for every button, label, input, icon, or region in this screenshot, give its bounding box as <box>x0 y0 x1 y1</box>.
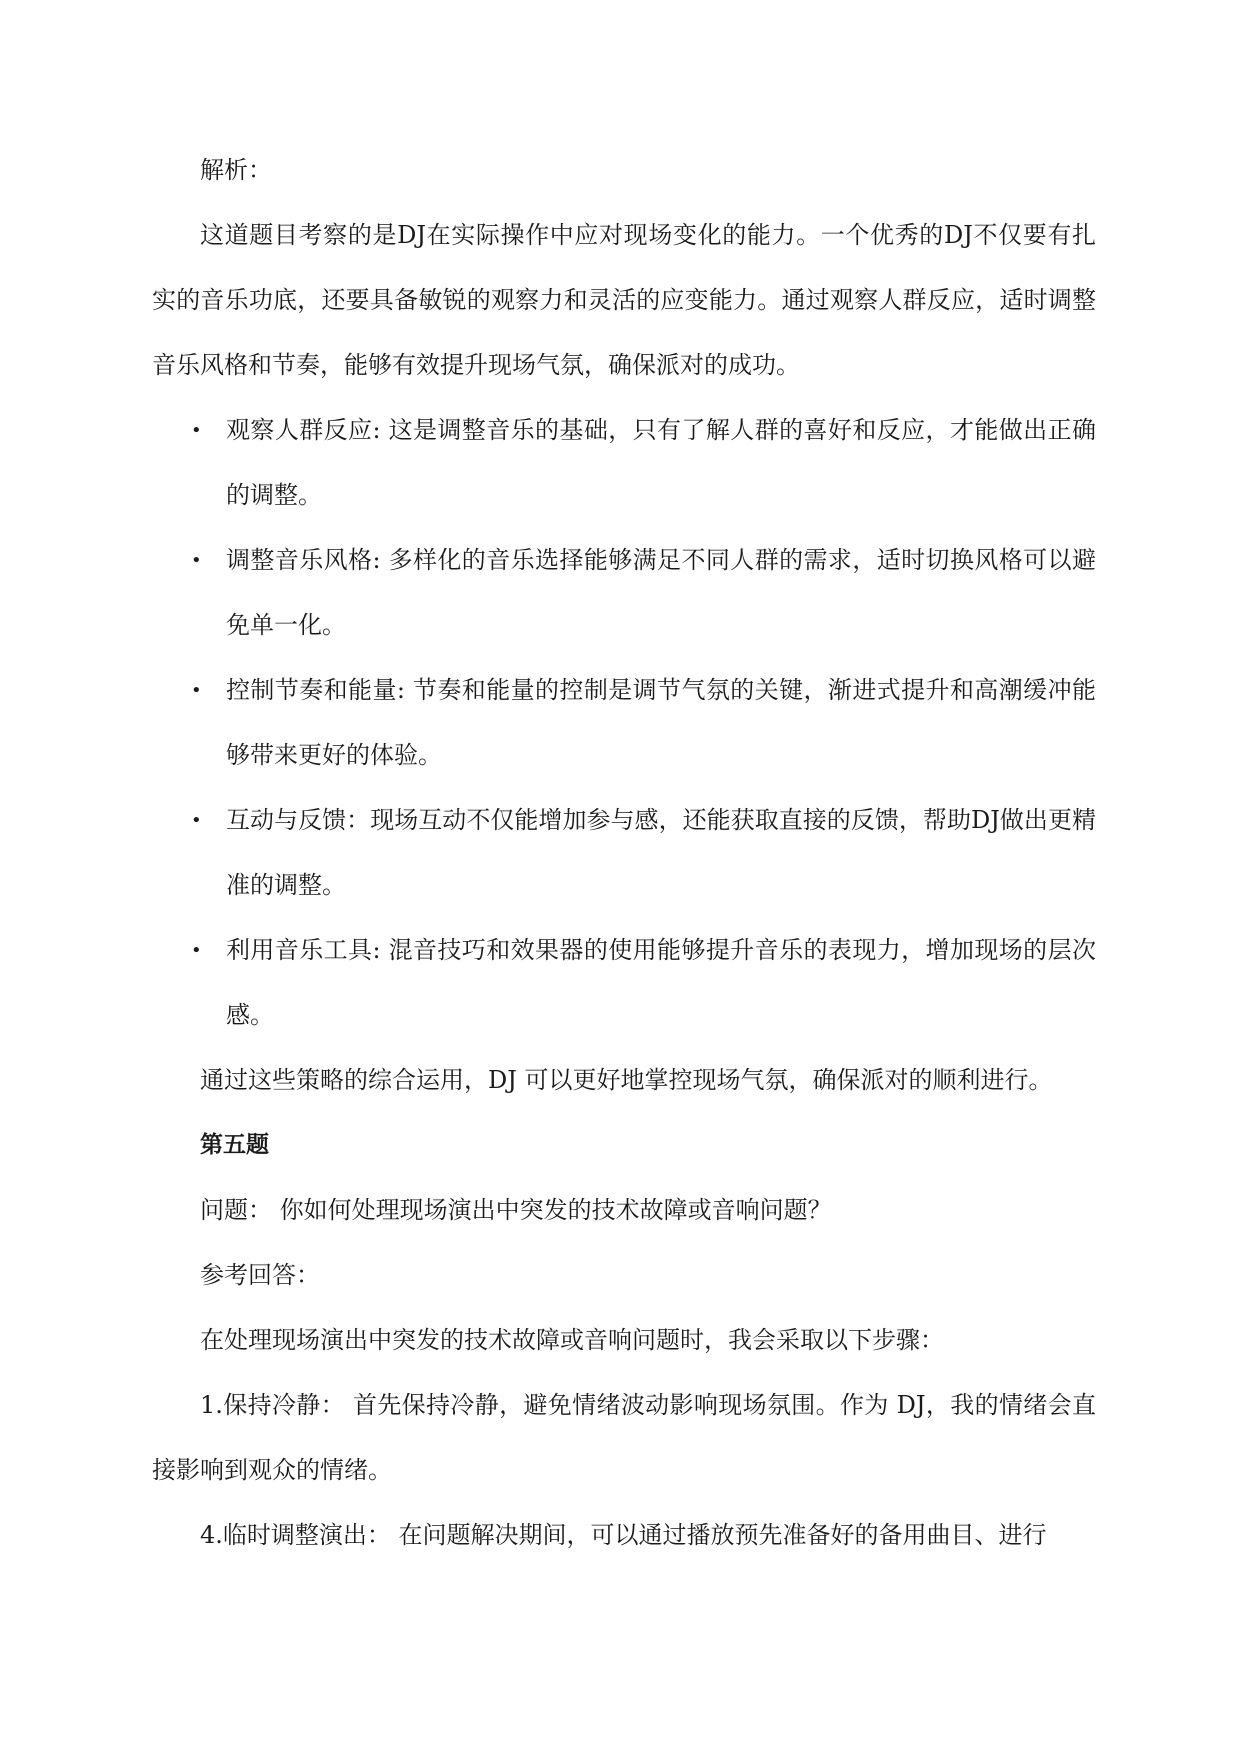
bullet-icon: • <box>191 550 202 571</box>
bullet-text: 控制节奏和能量: 节奏和能量的控制是调节气氛的关键，渐进式提升和高潮缓冲能够带来更好的体验。 <box>226 676 1096 769</box>
bullet-text: 互动与反馈：现场互动不仅能增加参与感，还能获取直接的反馈，帮助DJ做出更精准的调整。 <box>226 806 1096 899</box>
answer-intro: 在处理现场演出中突发的技术故障或音响问题时，我会采取以下步骤： <box>200 1326 944 1354</box>
list-item <box>152 398 1096 528</box>
document-page <box>152 138 1096 1568</box>
list-item <box>152 658 1096 788</box>
list-item <box>152 918 1096 1048</box>
analysis-label: 解析： <box>200 156 272 184</box>
bullet-icon: • <box>191 420 202 441</box>
bullet-text: 观察人群反应: 这是调整音乐的基础，只有了解人群的喜好和反应，才能做出正确的调整。 <box>226 416 1096 509</box>
list-item <box>152 528 1096 658</box>
bullet-text: 利用音乐工具: 混音技巧和效果器的使用能够提升音乐的表现力，增加现场的层次感。 <box>226 936 1096 1029</box>
bullet-icon: • <box>191 810 202 831</box>
question-text: 问题： 你如何处理现场演出中突发的技术故障或音响问题？ <box>200 1196 832 1224</box>
bullet-icon: • <box>191 940 202 961</box>
list-item <box>152 788 1096 918</box>
bullet-text: 调整音乐风格: 多样化的音乐选择能够满足不同人群的需求，适时切换风格可以避免单一化。 <box>226 546 1096 639</box>
analysis-bullet-list <box>152 398 1096 1048</box>
analysis-summary: 通过这些策略的综合运用，DJ 可以更好地掌控现场气氛，确保派对的顺利进行。 <box>200 1066 1053 1094</box>
question-heading: 第五题 <box>200 1132 269 1158</box>
analysis-paragraph: 这道题目考察的是DJ在实际操作中应对现场变化的能力。一个优秀的DJ不仅要有扎实的音乐功底，还要具备敏锐的观察力和灵活的应变能力。通过观察人群反应，适时调整音乐风格和节奏，能够有效提升现场气氛，确保派对的成功。 <box>152 221 1096 379</box>
bullet-icon: • <box>191 680 202 701</box>
answer-label: 参考回答： <box>200 1261 320 1289</box>
answer-step: 4.临时调整演出： 在问题解决期间，可以通过播放预先准备好的备用曲目、进行 <box>200 1521 1047 1549</box>
answer-step: 1.保持冷静： 首先保持冷静，避免情绪波动影响现场氛围。作为 DJ，我的情绪会直接影响到观众的情绪。 <box>152 1391 1096 1484</box>
